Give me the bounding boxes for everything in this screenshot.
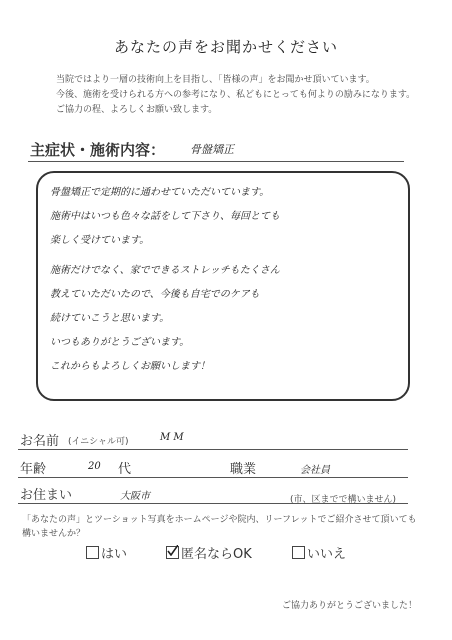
checkbox-anonymous[interactable] [166, 546, 179, 559]
page-title: あなたの声をお聞かせください [113, 38, 338, 56]
comment-line-2: 施術中はいつも色々な話をして下さり、毎回とても [50, 211, 280, 222]
age-job-underline [18, 477, 408, 478]
intro-line-1: 当院ではより一層の技術向上を目指し、「皆様の声」をお聞かせ頂いています。 [56, 75, 375, 85]
job-label: 職業 [230, 462, 257, 477]
name-note: (イニシャル可) [68, 437, 129, 447]
name-value: M M [160, 432, 184, 443]
address-underline [18, 503, 408, 504]
complaint-value: 骨盤矯正 [190, 143, 234, 156]
comment-line-4: 施術だけでなく、家でできるストレッチもたくさん [50, 265, 280, 276]
comment-line-1: 骨盤矯正で定期的に通わせていただいています。 [50, 187, 270, 198]
age-unit: 代 [118, 462, 132, 477]
name-underline [18, 449, 408, 450]
address-value: 大阪市 [120, 491, 150, 502]
option-yes[interactable] [86, 543, 127, 562]
name-label: お名前 [20, 434, 60, 449]
option-no-label: いいえ [307, 547, 347, 562]
option-no[interactable] [292, 543, 346, 562]
footer-thanks: ご協力ありがとうございました！ [282, 601, 418, 611]
checkbox-yes[interactable] [86, 546, 99, 559]
age-label: 年齢 [20, 462, 47, 477]
option-anonymous[interactable] [166, 543, 252, 562]
comment-line-6: 続けていこうと思います。 [50, 313, 170, 324]
comment-line-7: いつもありがとうございます。 [50, 337, 190, 348]
option-yes-label: はい [101, 547, 128, 562]
comment-line-3: 楽しく受けています。 [50, 235, 150, 246]
consent-question-2: 構いませんか？ [22, 529, 86, 539]
address-note: (市、区までで構いません) [290, 495, 397, 505]
comment-line-5: 教えていただいたので、今後も自宅でのケアも [50, 289, 260, 300]
complaint-underline [28, 161, 404, 162]
checkmark-icon [167, 545, 178, 556]
comment-line-8: これからもよろしくお願いします！ [50, 361, 210, 372]
consent-question-1: 「あなたの声」とツーショット写真をホームページや院内、リーフレットでご紹介させて頂いても [22, 515, 417, 525]
address-label: お住まい [20, 488, 73, 503]
age-value: 20 [88, 461, 101, 472]
option-anonymous-label: 匿名ならOK [181, 547, 252, 562]
checkbox-no[interactable] [292, 546, 305, 559]
complaint-label: 主症状・施術内容： [30, 141, 166, 159]
intro-line-3: ご協力の程、よろしくお願い致します。 [56, 105, 218, 115]
job-value: 会社員 [300, 465, 330, 476]
intro-line-2: 今後、施術を受けられる方への参考になり、私どもにとっても何よりの励みになります。 [56, 90, 416, 100]
